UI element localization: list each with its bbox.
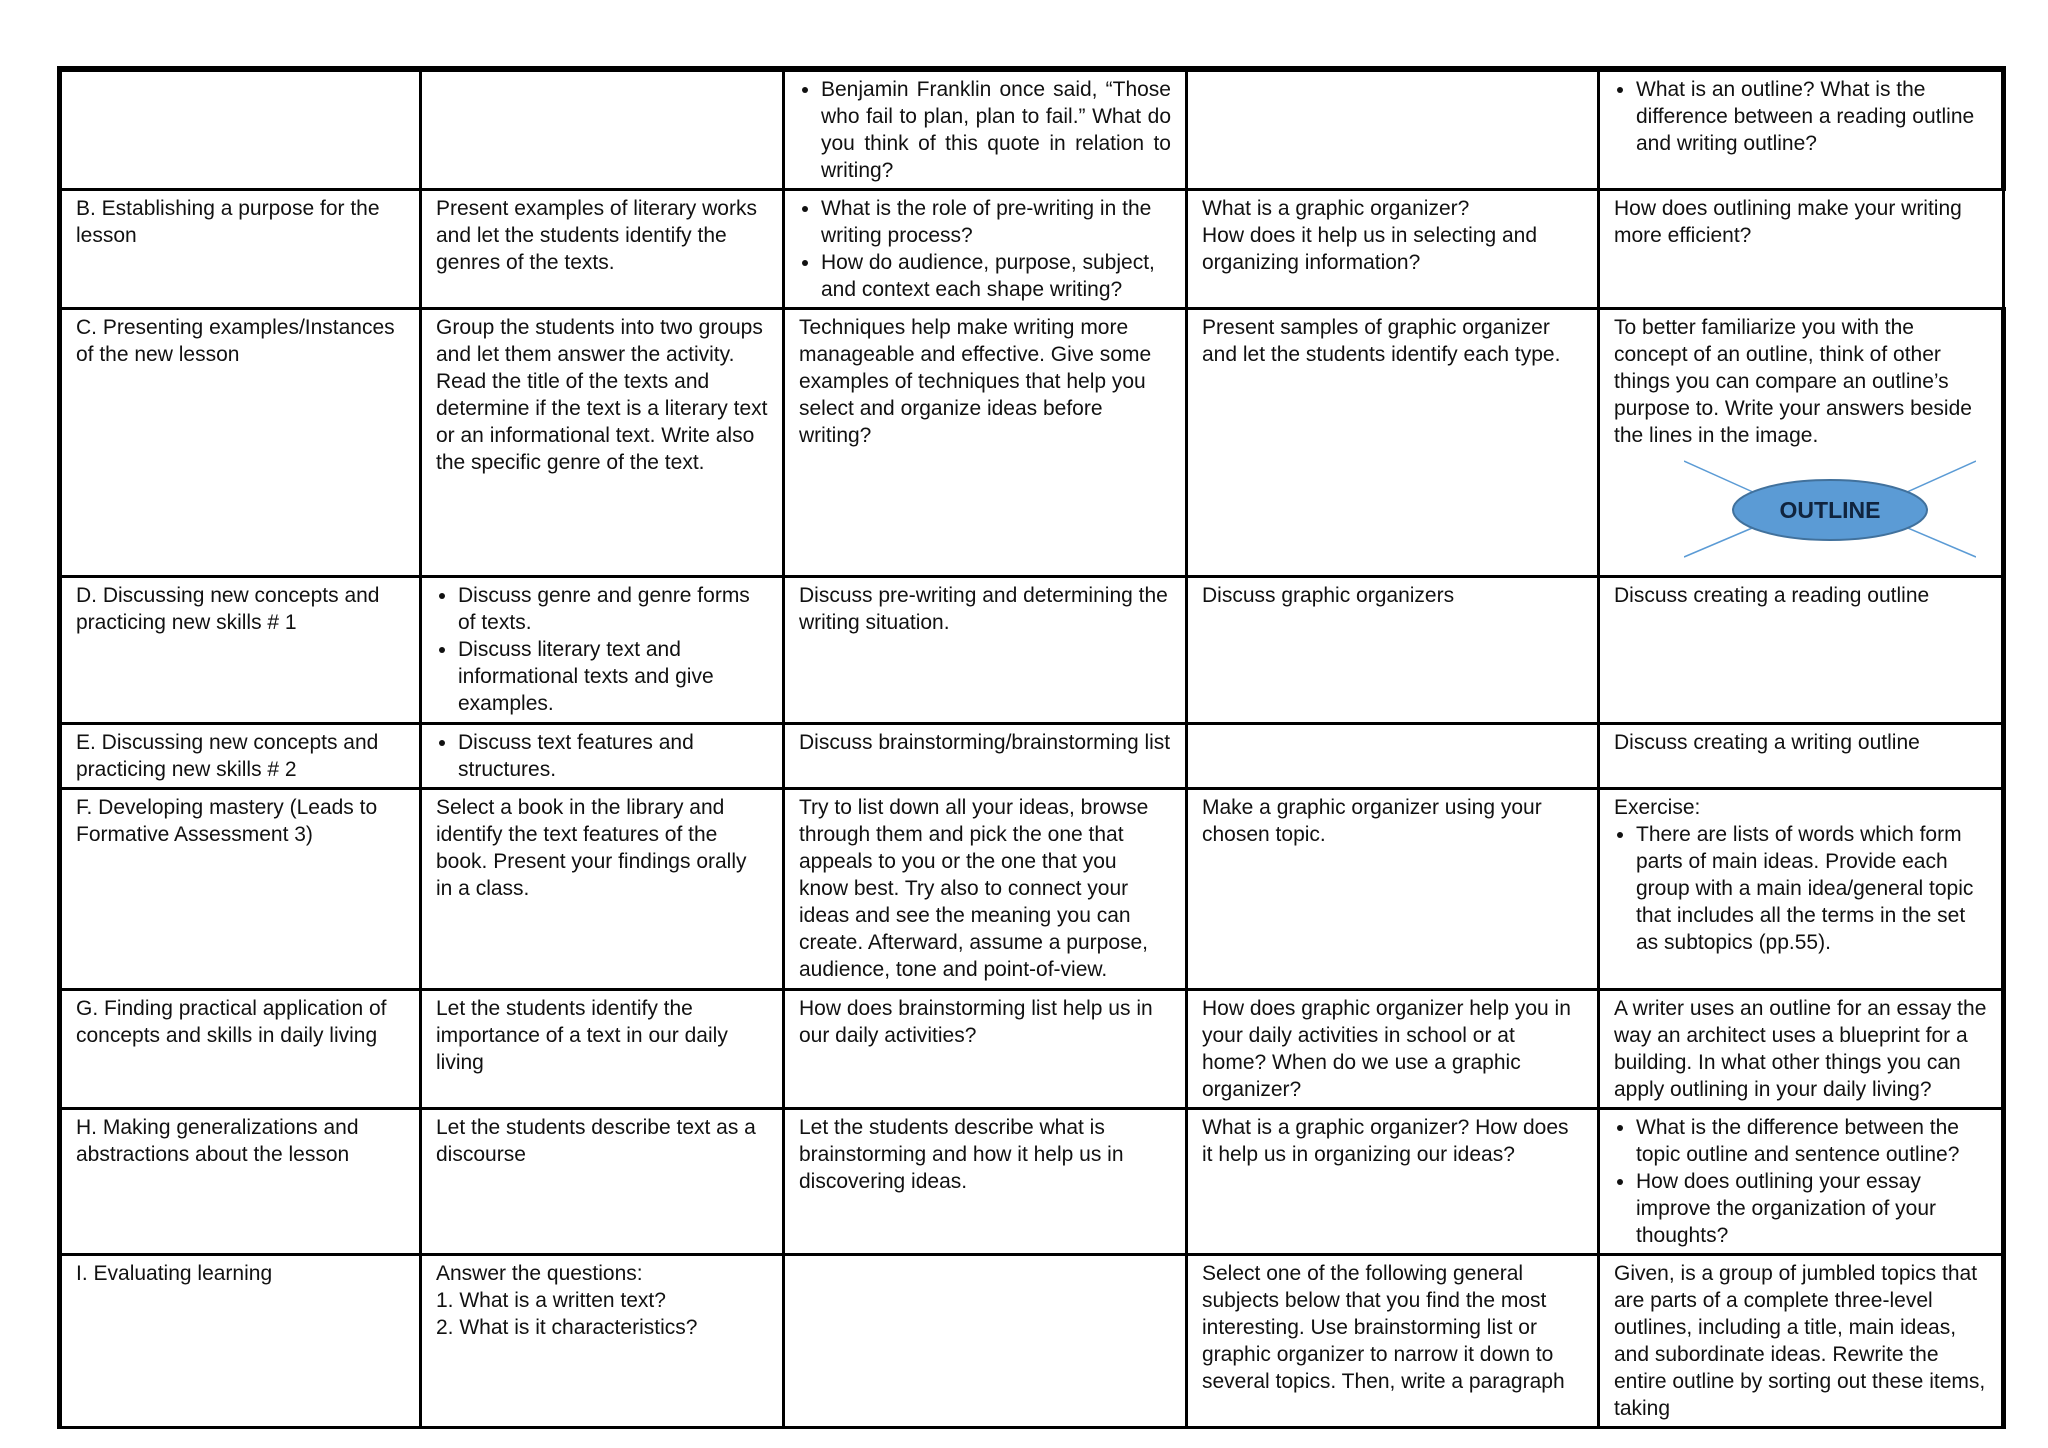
cell-day3: Discuss graphic organizers [1187, 577, 1599, 724]
cell-day1: Group the students into two groups and let them answer the activity. Read the title of the texts and determine if the text is a literary text or an informational text. Write also the specific genre of the text. [421, 309, 784, 577]
list-item: • What is the role of pre-writing in the writing process? [821, 195, 1171, 249]
cell-day1 [421, 724, 784, 789]
bullet-list [436, 582, 768, 717]
cell-day4: How does outlining make your writing more efficient? [1599, 190, 2004, 309]
lesson-plan-table [57, 66, 2006, 1429]
cell-day1: Let the students describe text as a discourse [421, 1109, 784, 1255]
cell-day4 [1599, 309, 2004, 577]
table-row [60, 990, 2004, 1109]
cell-day2 [784, 1255, 1187, 1428]
bullet-list [1614, 821, 1987, 956]
row-label: G. Finding practical application of concepts and skills in daily living [60, 990, 421, 1109]
row-label: F. Developing mastery (Leads to Formative Assessment 3) [60, 789, 421, 990]
list-item: • How do audience, purpose, subject, and context each shape writing? [821, 249, 1171, 303]
cell-day4: Discuss creating a reading outline [1599, 577, 2004, 724]
cell-day3: Select one of the following general subjects below that you find the most interesting. Use brainstorming list or graphic organizer to narrow it down to several topics. Then, write a paragraph [1187, 1255, 1599, 1428]
row-label: C. Presenting examples/Instances of the new lesson [60, 309, 421, 577]
table-row [60, 1255, 2004, 1428]
cell-day2: Try to list down all your ideas, browse through them and pick the one that appeals to you or the one that you know best. Try also to connect your ideas and see the meaning you can create. Afterward, assume a purpose, audience, tone and point-of-view. [784, 789, 1187, 990]
list-item: • How does outlining your essay improve the organization of your thoughts? [1636, 1168, 1987, 1249]
list-item: • What is the difference between the topic outline and sentence outline? [1636, 1114, 1987, 1168]
cell-day4: Discuss creating a writing outline [1599, 724, 2004, 789]
bullet-list [1614, 76, 1987, 157]
cell-day3: What is a graphic organizer? How does it help us in selecting and organizing information? [1187, 190, 1599, 309]
table-row [60, 190, 2004, 309]
list-item: • What is an outline? What is the difference between a reading outline and writing outline? [1636, 76, 1987, 157]
bullet-list [799, 76, 1171, 184]
cell-day3 [1187, 724, 1599, 789]
cell-day1: Select a book in the library and identify the text features of the book. Present your findings orally in a class. [421, 789, 784, 990]
cell-day4 [1599, 789, 2004, 990]
cell-day2: Discuss brainstorming/brainstorming list [784, 724, 1187, 789]
cell-day1: Let the students identify the importance of a text in our daily living [421, 990, 784, 1109]
table-row [60, 309, 2004, 577]
bullet-list [799, 195, 1171, 303]
list-item: • There are lists of words which form parts of main ideas. Provide each group with a main idea/general topic that includes all the terms in the set as subtopics (pp.55). [1636, 821, 1987, 956]
cell-day4: A writer uses an outline for an essay the way an architect uses a blueprint for a building. In what other things you can apply outlining in your daily living? [1599, 990, 2004, 1109]
list-item: • Benjamin Franklin once said, “Those who fail to plan, plan to fail.” What do you think of this quote in relation to writing? [821, 76, 1171, 184]
cell-text: To better familiarize you with the concept of an outline, think of other things you can compare an outline’s purpose to. Write your answers beside the lines in the image. [1614, 316, 1972, 447]
list-item: • Discuss literary text and informational texts and give examples. [458, 636, 768, 717]
cell-day1: Answer the questions: 1. What is a written text? 2. What is it characteristics? [421, 1255, 784, 1428]
cell-day3: What is a graphic organizer? How does it help us in organizing our ideas? [1187, 1109, 1599, 1255]
cell-day3: Make a graphic organizer using your chosen topic. [1187, 789, 1599, 990]
cell-day4 [1599, 69, 2004, 190]
cell-day2: How does brainstorming list help us in our daily activities? [784, 990, 1187, 1109]
cell-day2: Let the students describe what is brainstorming and how it help us in discovering ideas. [784, 1109, 1187, 1255]
outline-diagram [1684, 457, 1976, 561]
row-label: H. Making generalizations and abstractions about the lesson [60, 1109, 421, 1255]
exercise-heading: Exercise: [1614, 796, 1701, 819]
cell-day1 [421, 577, 784, 724]
table-row [60, 69, 2004, 190]
row-label: I. Evaluating learning [60, 1255, 421, 1428]
cell-day2: Techniques help make writing more manageable and effective. Give some examples of techniques that help you select and organize ideas before writing? [784, 309, 1187, 577]
diagram-label: OUTLINE [1779, 497, 1881, 523]
table-row [60, 789, 2004, 990]
row-label: D. Discussing new concepts and practicing new skills # 1 [60, 577, 421, 724]
cell-day3: How does graphic organizer help you in your daily activities in school or at home? When do we use a graphic organizer? [1187, 990, 1599, 1109]
row-label: B. Establishing a purpose for the lesson [60, 190, 421, 309]
cell-day2: Discuss pre-writing and determining the writing situation. [784, 577, 1187, 724]
cell-day4: Given, is a group of jumbled topics that are parts of a complete three-level outlines, including a title, main ideas, and subordinate ideas. Rewrite the entire outline by sorting out these items, taking [1599, 1255, 2004, 1428]
cell-day1 [421, 69, 784, 190]
bullet-list [1614, 1114, 1987, 1249]
cell-day3 [1187, 69, 1599, 190]
cell-day3: Present samples of graphic organizer and let the students identify each type. [1187, 309, 1599, 577]
list-item: • Discuss genre and genre forms of texts. [458, 582, 768, 636]
cell-day2 [784, 69, 1187, 190]
list-item: • Discuss text features and structures. [458, 729, 768, 783]
cell-day4 [1599, 1109, 2004, 1255]
bullet-list [436, 729, 768, 783]
table-row [60, 724, 2004, 789]
table-row [60, 1109, 2004, 1255]
table-row [60, 577, 2004, 724]
cell-day2 [784, 190, 1187, 309]
row-label: E. Discussing new concepts and practicing new skills # 2 [60, 724, 421, 789]
row-label [60, 69, 421, 190]
cell-day1: Present examples of literary works and let the students identify the genres of the texts. [421, 190, 784, 309]
